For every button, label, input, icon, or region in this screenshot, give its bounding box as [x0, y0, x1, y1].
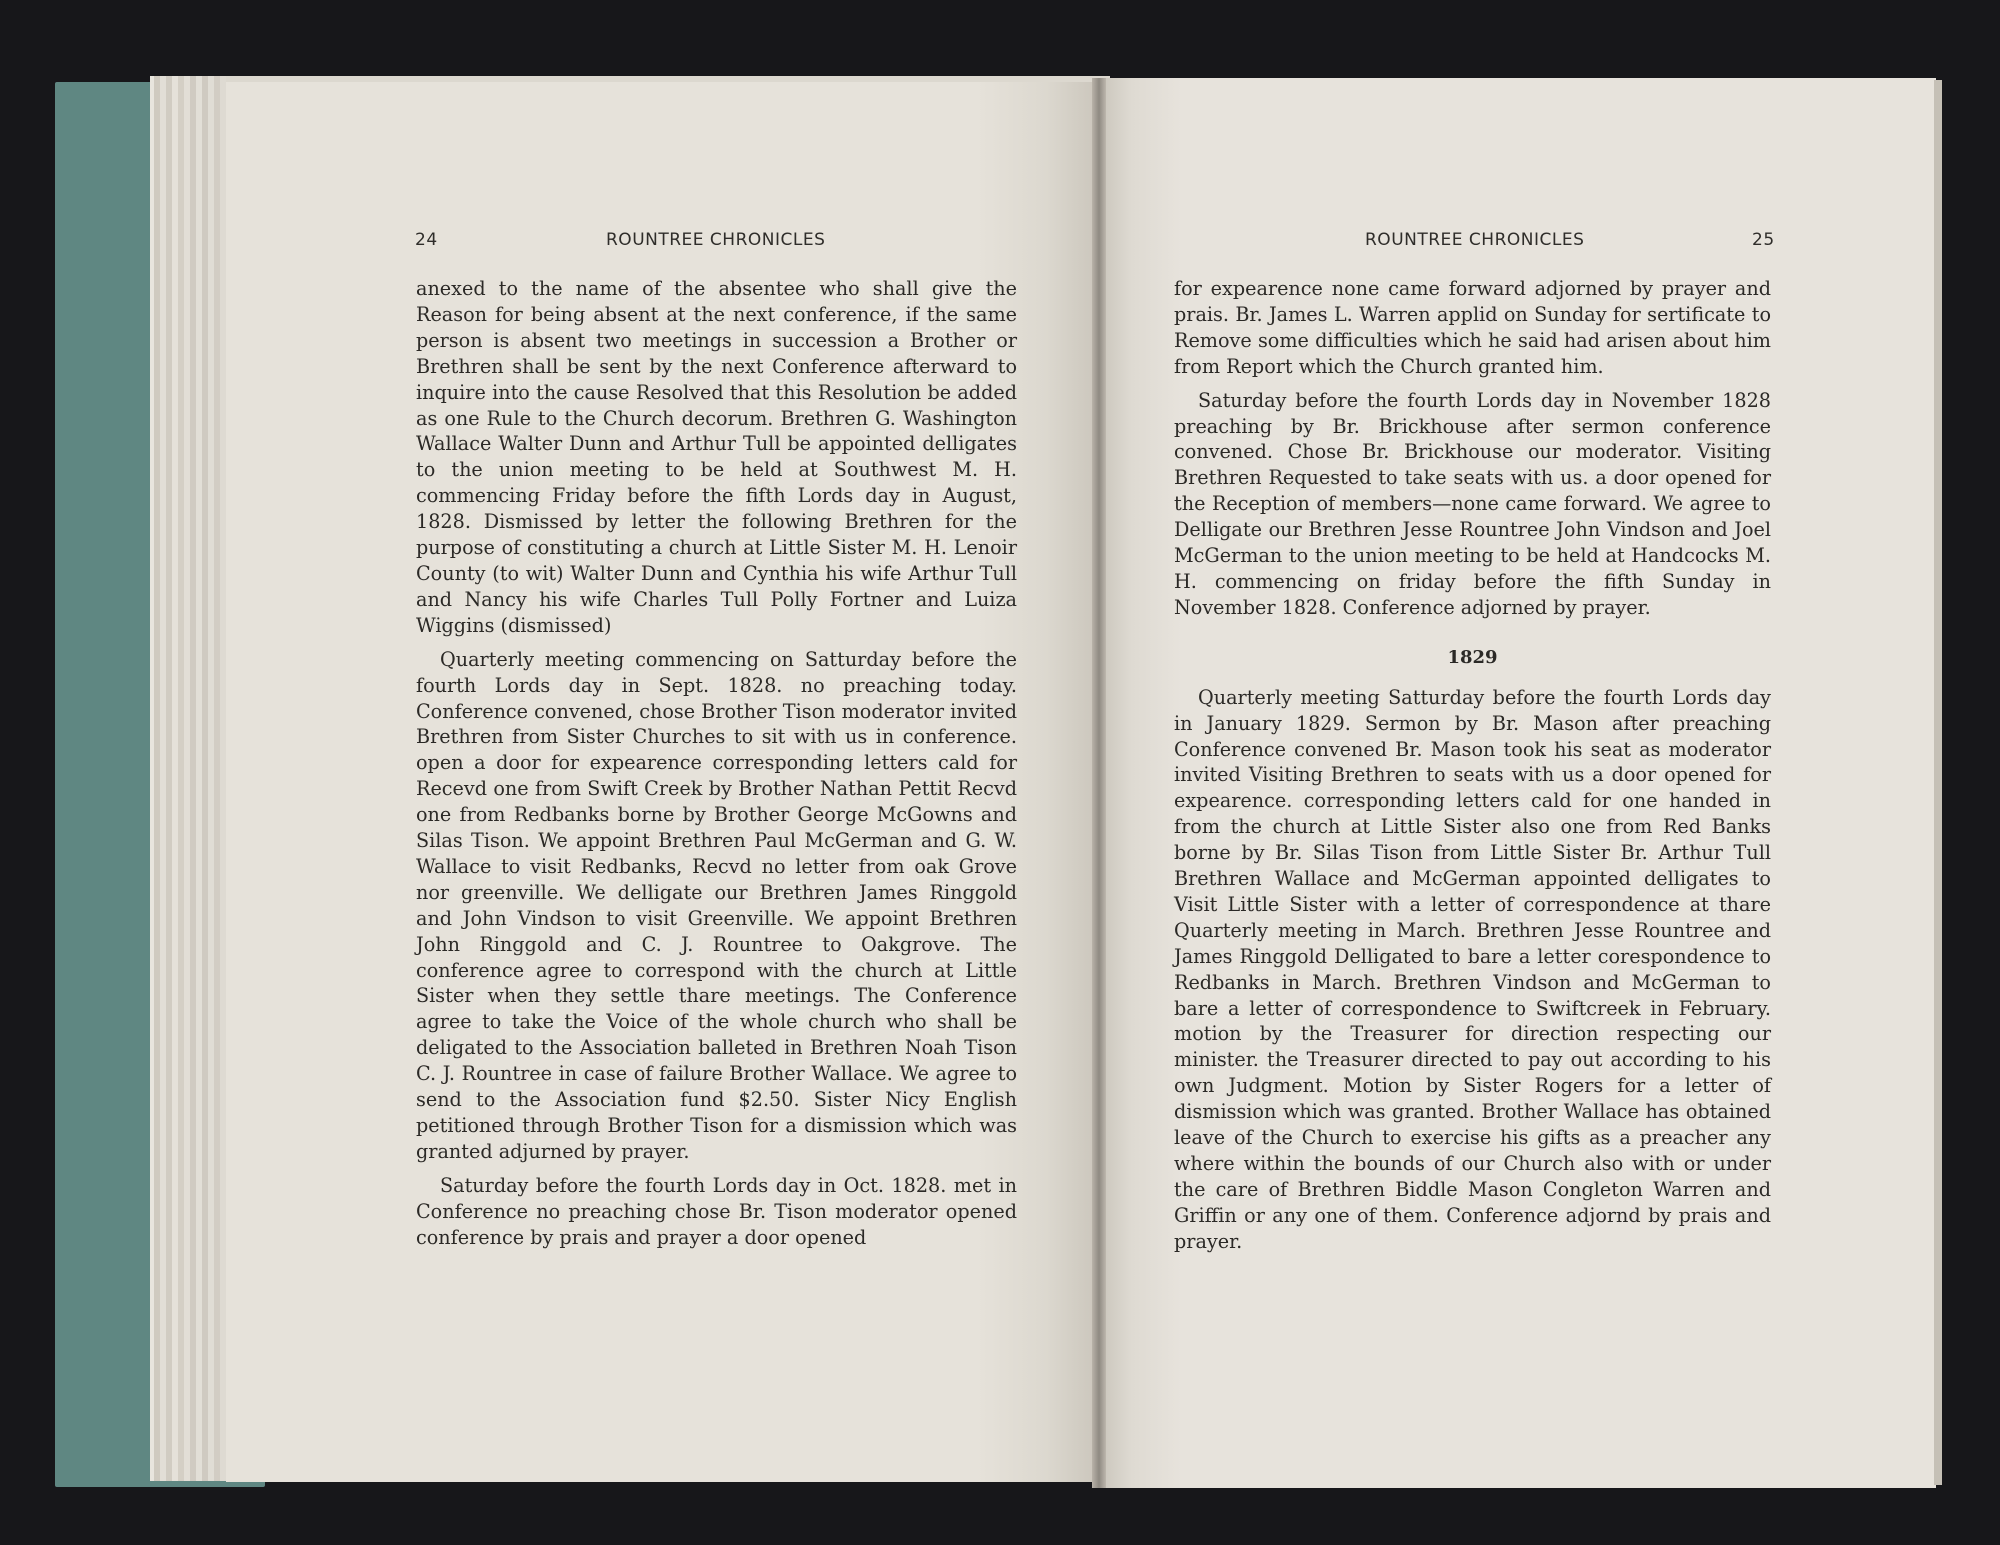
left-paragraph-3: Saturday before the fourth Lords day in Oct. 1828. met in Conference no preaching chose Br. Tison moderator opened conference by prais and prayer a door opened: [416, 1173, 1017, 1249]
left-paragraph-1: anexed to the name of the absentee who shall give the Reason for being absent at the next conference, if the same person is absent two meetings in succession a Brother or Brethren shall be sent by the next Conference afterward to inquire into the cause Resolved that this Resolution be added as one Rule to the Church decorum. Brethren G. Washington Wallace Walter Dunn and Arthur Tull be appointed delligates to the union meeting to be held at Southwest M. H. commencing Friday before the fifth Lords day in August, 1828. Dismissed by letter the following Brethren for the purpose of constituting a church at Little Sister M. H. Lenoir County (to wit) Walter Dunn and Cynthia his wife Arthur Tull and Nancy his wife Charles Tull Polly Fortner and Luiza Wiggins (dismissed): [416, 277, 1017, 637]
book-gutter: [1092, 78, 1106, 1488]
right-paragraph-2: Saturday before the fourth Lords day in November 1828 preaching by Br. Brickhouse after sermon conference convened. Chose Br. Brickhouse our moderator. Visiting Brethren Requested to take seats with us. a door opened for the Reception of members—none came forward. We agree to Delligate our Brethren Jesse Rountree John Vindson and Joel McGerman to the union meeting to be held at Handcocks M. H. commencing on friday before the fifth Sunday in November 1828. Conference adjorned by prayer.: [1174, 388, 1771, 619]
right-page-text: [1174, 276, 1771, 1263]
left-running-head: ROUNTREE CHRONICLES: [606, 230, 826, 250]
right-paragraph-3: Quarterly meeting Satturday before the fourth Lords day in January 1829. Sermon by Br. Mason after preaching Conference convened Br. Mason took his seat as moderator invited Visiting Brethren to seats with us a door opened for expearence. corresponding letters cald for one handed in from the church at Little Sister also one from Red Banks borne by Br. Silas Tison from Little Sister Br. Arthur Tull Brethren Wallace and McGerman appointed delligates to Visit Little Sister with a letter of correspondence at thare Quarterly meeting in March. Brethren Jesse Rountree and James Ringgold Delligated to bare a letter corespondence to Redbanks in March. Brethren Vindson and McGerman to bare a letter of correspondence to Swiftcreek in February. motion by the Treasurer for direction respecting our minister. the Treasurer directed to pay out according to his own Judgment. Motion by Sister Rogers for a letter of dismission which was granted. Brother Wallace has obtained leave of the Church to exercise his gifts as a preacher any where within the bounds of our Church also with or under the care of Brethren Biddle Mason Congleton Warren and Griffin or any one of them. Conference adjornd by prais and prayer.: [1174, 685, 1771, 1253]
right-paragraph-1: for expearence none came forward adjorned by prayer and prais. Br. James L. Warren applid on Sunday for sertificate to Remove some difficulties which he said had arisen about him from Report which the Church granted him.: [1174, 277, 1771, 378]
right-page-edge: [1934, 80, 1942, 1485]
left-page-text: [416, 276, 1017, 1259]
right-page-number: 25: [1752, 230, 1775, 250]
year-heading: 1829: [1447, 646, 1498, 668]
left-page-number: 24: [415, 230, 438, 250]
right-running-head: ROUNTREE CHRONICLES: [1365, 230, 1585, 250]
left-paragraph-2: Quarterly meeting commencing on Satturday before the fourth Lords day in Sept. 1828. no preaching today. Conference convened, chose Brother Tison moderator invited Brethren from Sister Churches to sit with us in conference. open a door for expearence corresponding letters cald for Recevd one from Swift Creek by Brother Nathan Pettit Recvd one from Redbanks borne by Brother George McGowns and Silas Tison. We appoint Brethren Paul McGerman and G. W. Wallace to visit Redbanks, Recvd no letter from oak Grove nor greenville. We delligate our Brethren James Ringgold and John Vindson to visit Greenville. We appoint Brethren John Ringgold and C. J. Rountree to Oakgrove. The conference agree to correspond with the church at Little Sister when they settle thare meetings. The Conference agree to take the Voice of the whole church who shall be deligated to the Association balleted in Brethren Noah Tison C. J. Rountree in case of failure Brother Wallace. We agree to send to the Association fund $2.50. Sister Nicy English petitioned through Brother Tison for a dismission which was granted adjurned by prayer.: [416, 647, 1017, 1163]
